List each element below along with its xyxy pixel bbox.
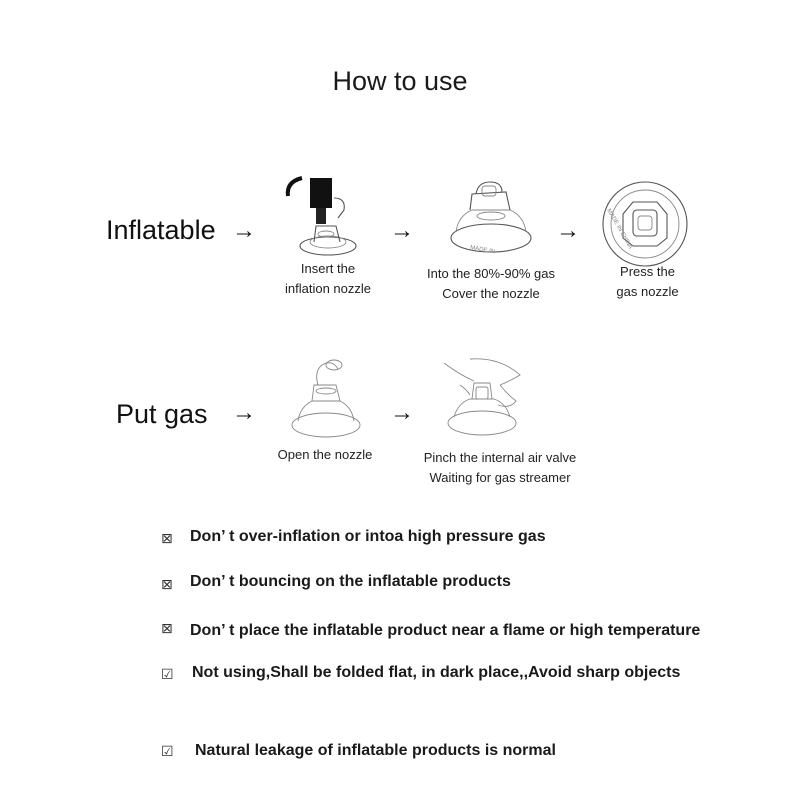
arrow-icon: →	[556, 217, 580, 244]
step-caption	[250, 445, 400, 465]
cross-box-icon: ⊠	[161, 620, 173, 636]
note-text: Don’ t place the inflatable product near a flame or high temperature	[190, 622, 701, 639]
cross-box-icon: ⊠	[161, 576, 173, 592]
step-caption	[406, 264, 576, 304]
arrow-icon: →	[390, 399, 414, 426]
note-text: Don’ t bouncing on the inflatable products	[190, 573, 511, 590]
arrow-icon: →	[390, 217, 414, 244]
valve-top-view-illustration	[597, 180, 693, 270]
note-text: Don’ t over-inflation or intoa high pressure gas	[190, 528, 546, 545]
caption-line: Cover the nozzle	[442, 286, 540, 301]
caption-line: Waiting for gas streamer	[429, 470, 571, 485]
caption-line: Pinch the internal air valve	[423, 450, 577, 465]
rim-text: MADE IN	[469, 245, 496, 256]
valve-open-illustration	[436, 176, 546, 262]
note-text: Natural leakage of inflatable products is normal	[195, 742, 556, 759]
step-caption	[580, 262, 715, 302]
caption-line: inflation nozzle	[285, 281, 371, 296]
put-gas-label: Put gas	[116, 399, 208, 429]
caption-line: Open the nozzle	[277, 447, 373, 462]
arrow-icon: →	[232, 399, 256, 426]
note-text: Not using,Shall be folded flat, in dark place,,Avoid sharp objects	[192, 664, 681, 681]
step-caption	[248, 259, 408, 299]
insert-nozzle-illustration	[278, 176, 378, 260]
arrow-icon: →	[232, 217, 256, 244]
page-title: How to use	[332, 66, 468, 96]
check-box-icon: ☑	[161, 666, 174, 682]
caption-line: gas nozzle	[616, 284, 679, 299]
cross-box-icon: ⊠	[161, 530, 173, 546]
rim-text: MADE IN CHINA	[605, 208, 634, 251]
inflatable-label: Inflatable	[106, 215, 216, 245]
caption-line: Into the 80%-90% gas	[427, 266, 555, 281]
caption-line: Press the	[620, 264, 675, 279]
step-caption	[404, 448, 596, 488]
check-box-icon: ☑	[161, 743, 174, 759]
pinch-valve-illustration	[440, 355, 550, 445]
open-nozzle-illustration	[284, 355, 374, 445]
caption-line: Insert the	[300, 261, 356, 276]
